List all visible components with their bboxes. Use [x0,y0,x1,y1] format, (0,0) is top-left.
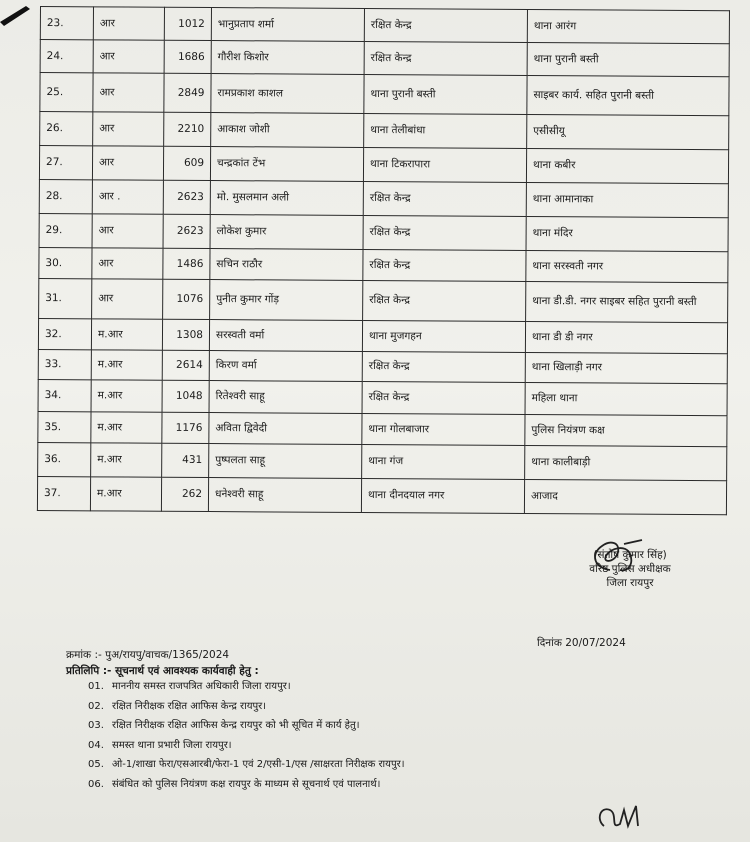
cell-to: थाना कालीबाड़ी [525,445,727,480]
cell-rank: आर [92,279,163,319]
table-row [38,349,727,383]
reference-number: क्रमांक :- पुअ/रायपु/वाचक/1365/2024 [66,649,230,661]
copy-item-text: ओ-1/शाखा फेरा/एसआरबी/फेरा-1 एवं 2/एसी-1/एस /साक्षरता निरीक्षक रायपुर। [112,759,405,770]
cell-no: 262 [161,477,208,511]
cell-rank: आर [92,146,163,180]
cell-sn: 30. [39,247,92,278]
cell-name: रामप्रकाश काशल [211,74,364,114]
copy-item-number: 05. [88,759,104,770]
corner-scan-mark [0,0,40,30]
cell-rank: आर [93,73,164,112]
cell-to: थाना आरंग [527,9,729,43]
copy-item-text: रक्षित निरीक्षक रक्षित आफिस केन्द्र रायपुर। [112,700,267,712]
copy-list-item [88,719,708,734]
table-row [40,73,729,116]
cell-rank: म.आर [91,380,162,412]
table-row [39,278,728,322]
signatory-name: (संतोष कुमार सिंह) [593,549,667,561]
cell-rank: आर [93,7,164,40]
copy-item-text: समस्त थाना प्रभारी जिला रायपुर। [112,739,232,751]
cell-to: थाना मंदिर [526,216,728,251]
cell-to: थाना सरस्वती नगर [526,250,728,282]
copy-list-item [88,700,708,715]
cell-to: थाना कबीर [526,148,728,183]
cell-name: रितेश्वरी साहू [209,381,362,414]
table-row [39,179,728,217]
copy-list-item [88,778,708,793]
copy-list-item [88,758,708,773]
cell-sn: 23. [40,7,93,40]
copy-list-item [88,739,708,754]
cell-sn: 34. [38,379,91,411]
cell-from: थाना मुजगहन [362,320,525,352]
cell-to: थाना डी.डी. नगर साइबर सहित पुरानी बस्ती [526,281,728,322]
copy-item-text: माननीय समस्त राजपत्रित अधिकारी जिला रायपुर। [112,681,291,692]
cell-rank: म.आर [91,443,162,477]
cell-from: थाना गंज [362,444,525,479]
table-row [40,40,729,77]
table-row [38,318,727,353]
table-row [37,476,726,514]
issue-date: दिनांक 20/07/2024 [537,637,626,649]
cell-no: 609 [163,146,210,180]
cell-rank: आर [93,40,164,73]
cell-name: आकाश जोशी [211,113,364,148]
cell-name: भानुप्रताप शर्मा [211,8,364,42]
cell-rank: आर [93,112,164,146]
cell-name: चन्द्रकांत टेंभ [210,147,363,182]
cell-no: 1048 [162,380,209,412]
cell-from: रक्षित केन्द्र [364,41,527,75]
cell-rank: म.आर [90,477,161,511]
cell-from: थाना गोलबाजार [362,413,525,445]
cell-name: धनेश्वरी साहू [208,478,361,513]
transfer-table [37,6,730,515]
table-row [40,112,729,150]
cell-sn: 25. [40,73,93,112]
cell-name: अविता द्विवेदी [209,413,362,445]
cell-sn: 29. [39,213,92,247]
cell-from: थाना तेलीबांधा [364,113,527,148]
cell-rank: म.आर [91,319,162,350]
cell-sn: 28. [39,179,92,213]
cell-from: थाना दीनदयाल नगर [361,478,524,513]
initials-mark [592,796,652,838]
cell-no: 2623 [163,180,210,214]
cell-sn: 26. [40,112,93,146]
cell-sn: 32. [38,318,91,349]
cell-no: 2623 [163,214,210,248]
table-row [38,379,727,415]
cell-sn: 35. [38,411,91,442]
cell-from: रक्षित केन्द्र [363,181,526,216]
table-row [40,7,729,44]
cell-from: रक्षित केन्द्र [363,280,526,321]
cell-sn: 24. [40,40,93,73]
cell-no: 1176 [162,412,209,443]
cell-no: 1076 [163,279,210,319]
cell-to: थाना आमानाका [526,182,728,217]
table-row [38,442,727,480]
cell-to: साइबर कार्य. सहित पुरानी बस्ती [527,75,729,115]
copy-item-number: 02. [88,700,104,712]
table-row [39,247,728,282]
cell-from: रक्षित केन्द्र [362,351,525,382]
cell-sn: 31. [39,278,92,318]
cell-rank: म.आर [91,350,162,380]
cell-to: थाना डी डी नगर [525,321,727,353]
cell-name: सचिन राठौर [210,249,363,281]
copy-heading: प्रतिलिपि :- सूचनार्थ एवं आवश्यक कार्यवाही हेतु : [66,665,259,677]
cell-from: रक्षित केन्द्र [363,249,526,281]
cell-from: रक्षित केन्द्र [364,8,527,42]
signatory-district: जिला रायपुर [606,577,654,590]
cell-name: लोकेश कुमार [210,215,363,250]
cell-from: थाना पुरानी बस्ती [364,74,527,114]
cell-sn: 36. [38,442,91,476]
cell-rank: आर [92,248,163,279]
cell-sn: 37. [37,476,90,510]
table-row [39,213,728,251]
cell-no: 2614 [162,350,209,380]
copy-item-text: रक्षित निरीक्षक रक्षित आफिस केन्द्र रायपुर को भी सूचित में कार्य हेतु। [112,720,360,731]
copy-item-text: संबंधित को पुलिस नियंत्रण कक्ष रायपुर के माध्यम से सूचनार्थ एवं पालनार्थ। [112,778,381,790]
cell-rank: आर . [92,180,163,214]
copy-item-number: 04. [88,739,104,751]
cell-to: थाना खिलाड़ी नगर [525,352,727,383]
cell-to: एसीसीयू [527,114,729,149]
cell-no: 431 [162,443,209,477]
cell-sn: 27. [39,146,92,180]
transfer-table-body [37,7,729,515]
copy-list [88,680,708,797]
cell-name: मो. मुसलमान अली [210,181,363,216]
table-row [39,146,728,184]
copy-list-item [88,680,708,695]
copy-item-number: 01. [88,681,104,692]
copy-item-number: 03. [88,720,104,731]
cell-no: 1686 [164,40,211,73]
cell-from: रक्षित केन्द्र [362,381,525,414]
cell-name: गौरीश किशोर [211,41,364,75]
cell-name: पुनीत कुमार गोंड़ [210,280,363,321]
cell-name: सरस्वती वर्मा [209,320,362,352]
cell-name: पुष्पलता साहू [209,444,362,479]
cell-no: 1486 [163,248,210,279]
cell-from: रक्षित केन्द्र [363,215,526,250]
cell-rank: म.आर [91,412,162,443]
cell-sn: 33. [38,349,91,379]
cell-no: 2210 [164,112,211,146]
cell-to: थाना पुरानी बस्ती [527,42,729,76]
signatory-designation: वरिष्ठ पुलिस अधीक्षक [589,563,671,576]
cell-rank: आर [92,214,163,248]
cell-name: किरण वर्मा [209,351,362,382]
cell-no: 1308 [162,319,209,350]
cell-from: थाना टिकरापारा [363,147,526,182]
table-row [38,411,727,446]
cell-to: पुलिस नियंत्रण कक्ष [525,414,727,446]
cell-no: 2849 [164,73,211,112]
cell-no: 1012 [164,7,211,40]
copy-item-number: 06. [88,778,104,790]
signature-block [540,548,720,591]
cell-to: आजाद [524,479,726,514]
cell-to: महिला थाना [525,382,727,415]
